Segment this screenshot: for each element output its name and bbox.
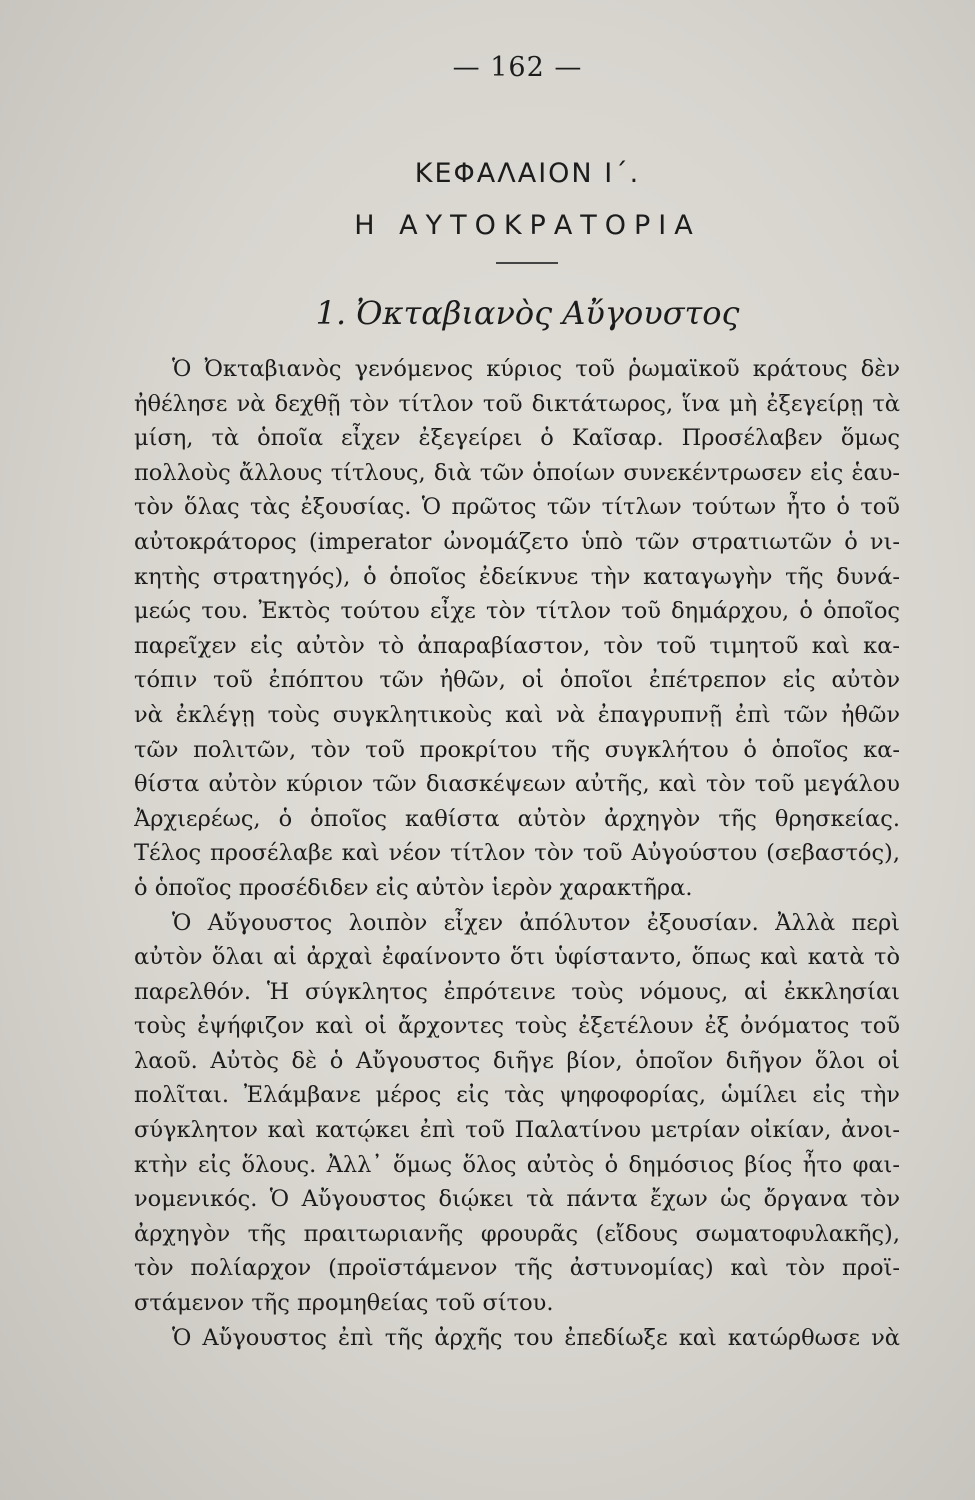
text-line: τῶν πολιτῶν, τὸν τοῦ προκρίτου τῆς συγκλήτου ὁ ὁποῖος κα-	[134, 736, 900, 763]
text-line: τοὺς ἐψήφιζον καὶ οἱ ἄρχοντες τοὺς ἐξετέλουν ἐξ ὀνόματος τοῦ	[134, 1013, 900, 1040]
chapter-title: Η ΑΥΤΟΚΡΑΤΟΡΙΑ	[354, 210, 701, 241]
text-line: πολλοὺς ἄλλους τίτλους, διὰ τῶν ὁποίων συνεκέντρωσεν εἰς ἑαυ-	[134, 459, 900, 486]
text-line: αὐτὸν ὅλαι αἱ ἀρχαὶ ἐφαίνοντο ὅτι ὑφίσταντο, ὅπως καὶ κατὰ τὸ	[134, 944, 900, 971]
text-line: τόπιν τοῦ ἐπόπτου τῶν ἠθῶν, οἱ ὁποῖοι ἐπέτρεπον εἰς αὐτὸν	[134, 667, 900, 694]
text-line: τὸν ὅλας τὰς ἐξουσίας. Ὁ πρῶτος τῶν τίτλων τούτων ἦτο ὁ τοῦ	[134, 494, 900, 521]
text-line: κτὴν εἰς ὅλους. Ἀλλ᾽ ὅμως ὅλος αὐτὸς ὁ δημόσιος βίος ἦτο φαι-	[134, 1151, 900, 1178]
text-line: ὁ ὁποῖος προσέδιδεν εἰς αὐτὸν ἱερὸν χαρακτῆρα.	[134, 874, 693, 901]
text-line: μεώς του. Ἐκτὸς τούτου εἶχε τὸν τίτλον τοῦ δημάρχου, ὁ ὁποῖος	[134, 598, 900, 625]
text-line: ἀρχηγὸν τῆς πραιτωριανῆς φρουρᾶς (εἴδους σωματοφυλακῆς),	[134, 1220, 900, 1247]
text-line: στάμενον τῆς προμηθείας τοῦ σίτου.	[134, 1290, 554, 1317]
text-line: Τέλος προσέλαβε καὶ νέον τίτλον τὸν τοῦ Αὐγούστου (σεβαστός),	[134, 840, 900, 867]
text-line: λαοῦ. Αὐτὸς δὲ ὁ Αὔγουστος διῆγε βίον, ὁποῖον διῆγον ὅλοι οἱ	[134, 1047, 900, 1074]
text-line: θίστα αὐτὸν κύριον τῶν διασκέψεων αὐτῆς, καὶ τὸν τοῦ μεγάλου	[134, 771, 900, 798]
text-line: Ὁ Αὔγουστος λοιπὸν εἶχεν ἀπόλυτον ἐξουσίαν. Ἀλλὰ περὶ	[172, 909, 900, 936]
text-line: Ὁ Αὔγουστος ἐπὶ τῆς ἀρχῆς του ἐπεδίωξε καὶ κατώρθωσε νὰ	[172, 1324, 900, 1351]
text-line: Ἀρχιερέως, ὁ ὁποῖος καθίστα αὐτὸν ἀρχηγὸν τῆς θρησκείας.	[134, 805, 900, 832]
text-line: κητὴς στρατηγός), ὁ ὁποῖος ἐδείκνυε τὴν καταγωγὴν τῆς δυνά-	[134, 563, 900, 590]
page-number: — 162 —	[452, 52, 583, 83]
text-line: ἠθέλησε νὰ δεχθῇ τὸν τίτλον τοῦ δικτάτωρος, ἵνα μὴ ἐξεγείρῃ τὰ	[134, 390, 900, 417]
text-line: Ὁ Ὀκταβιανὸς γενόμενος κύριος τοῦ ῥωμαϊκοῦ κράτους δὲν	[172, 356, 900, 382]
text-line: νὰ ἐκλέγῃ τοὺς συγκλητικοὺς καὶ νὰ ἐπαγρυπνῇ ἐπὶ τῶν ἠθῶν	[134, 701, 900, 728]
text-line: νομενικός. Ὁ Αὔγουστος διῴκει τὰ πάντα ἔχων ὡς ὄργανα τὸν	[134, 1186, 900, 1213]
text-line: πολῖται. Ἐλάμβανε μέρος εἰς τὰς ψηφοφορίας, ὡμίλει εἰς τὴν	[134, 1082, 900, 1109]
section-heading: 1. Ὀκταβιανὸς Αὔγουστος	[315, 294, 740, 332]
title-divider	[496, 262, 558, 264]
text-line: σύγκλητον καὶ κατῴκει ἐπὶ τοῦ Παλατίνου μετρίαν οἰκίαν, ἀνοι-	[134, 1117, 900, 1144]
text-line: μίση, τὰ ὁποῖα εἶχεν ἐξεγείρει ὁ Καῖσαρ. Προσέλαβεν ὅμως	[134, 425, 900, 452]
text-line: αὐτοκράτορος (imperator ὠνομάζετο ὑπὸ τῶν στρατιωτῶν ὁ νι-	[134, 528, 900, 555]
chapter-label: ΚΕΦΑΛΑΙΟΝ Ι΄.	[414, 158, 641, 189]
text-line: παρεῖχεν εἰς αὐτὸν τὸ ἀπαραβίαστον, τὸν τοῦ τιμητοῦ καὶ κα-	[134, 632, 900, 659]
text-line: τὸν πολίαρχον (προϊστάμενον τῆς ἀστυνομίας) καὶ τὸν προϊ-	[134, 1255, 900, 1282]
text-line: παρελθόν. Ἡ σύγκλητος ἐπρότεινε τοὺς νόμους, αἱ ἐκκλησίαι	[134, 978, 900, 1005]
body-text	[134, 352, 900, 1355]
